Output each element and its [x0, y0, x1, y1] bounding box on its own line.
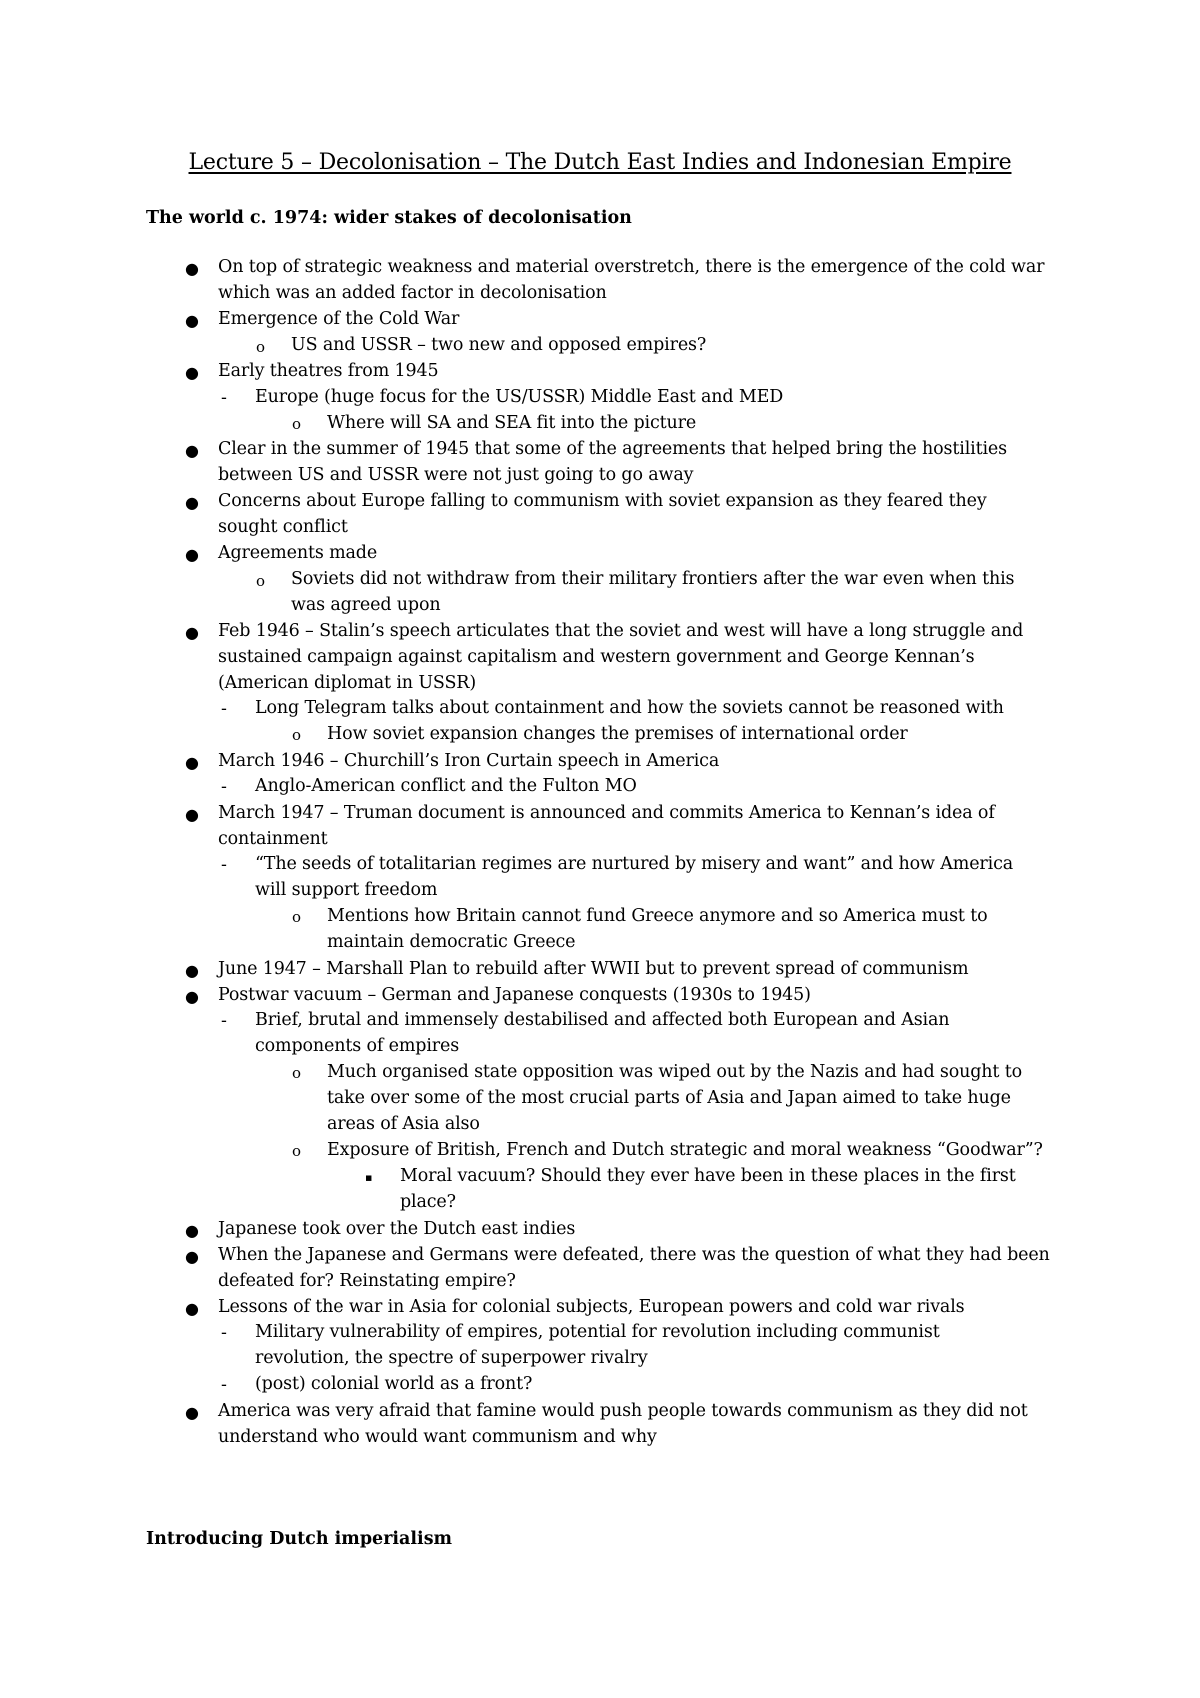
- circle-marker: o: [292, 726, 302, 744]
- list-item-text: maintain democratic Greece: [327, 932, 576, 952]
- circle-marker: o: [256, 338, 266, 356]
- document-title: Lecture 5 – Decolonisation – The Dutch East Indies and Indonesian Empire: [188, 150, 1012, 175]
- list-item-text: Lessons of the war in Asia for colonial subjects, European powers and cold war rivals: [218, 1297, 965, 1317]
- list-item-text: areas of Asia also: [327, 1114, 480, 1134]
- bullet-marker: ●: [185, 363, 199, 382]
- bullet-marker: ●: [185, 545, 199, 564]
- list-item-text: Moral vacuum? Should they ever have been in these places in the first: [400, 1166, 1016, 1186]
- list-item-text: Exposure of British, French and Dutch strategic and moral weakness “Goodwar”?: [327, 1140, 1043, 1160]
- list-item-text: sustained campaign against capitalism and western government and George Kennan’s: [218, 647, 975, 667]
- list-item-text: On top of strategic weakness and material overstretch, there is the emergence of the cold war: [218, 257, 1045, 277]
- list-item-text: When the Japanese and Germans were defeated, there was the question of what they had been: [218, 1245, 1050, 1265]
- bullet-marker: ●: [185, 259, 199, 278]
- circle-marker: o: [292, 908, 302, 926]
- square-marker: ▪: [365, 1171, 373, 1184]
- bullet-marker: ●: [185, 1221, 199, 1240]
- list-item-text: was agreed upon: [291, 595, 441, 615]
- bullet-marker: ●: [185, 1247, 199, 1266]
- list-item-text: Emergence of the Cold War: [218, 309, 460, 329]
- list-item-text: defeated for? Reinstating empire?: [218, 1271, 516, 1291]
- dash-marker: -: [221, 1011, 227, 1031]
- dash-marker: -: [221, 777, 227, 797]
- list-item-text: June 1947 – Marshall Plan to rebuild after WWII but to prevent spread of communism: [218, 959, 969, 979]
- section-heading: Introducing Dutch imperialism: [146, 1529, 453, 1549]
- list-item-text: Soviets did not withdraw from their military frontiers after the war even when this: [291, 569, 1015, 589]
- bullet-marker: ●: [185, 1299, 199, 1318]
- bullet-marker: ●: [185, 493, 199, 512]
- list-item-text: containment: [218, 829, 328, 849]
- list-item-text: Concerns about Europe falling to communism with soviet expansion as they feared they: [218, 491, 987, 511]
- section-heading: The world c. 1974: wider stakes of decolonisation: [146, 208, 632, 228]
- list-item-text: March 1947 – Truman document is announced and commits America to Kennan’s idea of: [218, 803, 995, 823]
- list-item-text: Much organised state opposition was wiped out by the Nazis and had sought to: [327, 1062, 1022, 1082]
- bullet-marker: ●: [185, 623, 199, 642]
- bullet-marker: ●: [185, 441, 199, 460]
- list-item-text: Anglo-American conflict and the Fulton MO: [255, 776, 637, 796]
- list-item-text: March 1946 – Churchill’s Iron Curtain speech in America: [218, 751, 720, 771]
- bullet-marker: ●: [185, 987, 199, 1006]
- list-item-text: components of empires: [255, 1036, 460, 1056]
- bullet-marker: ●: [185, 311, 199, 330]
- bullet-marker: ●: [185, 753, 199, 772]
- list-item-text: understand who would want communism and why: [218, 1427, 657, 1447]
- list-item-text: revolution, the spectre of superpower rivalry: [255, 1348, 648, 1368]
- list-item-text: Early theatres from 1945: [218, 361, 439, 381]
- list-item-text: Postwar vacuum – German and Japanese conquests (1930s to 1945): [218, 985, 811, 1005]
- list-item-text: (post) colonial world as a front?: [255, 1374, 533, 1394]
- circle-marker: o: [292, 415, 302, 433]
- bullet-marker: ●: [185, 1403, 199, 1422]
- list-item-text: will support freedom: [255, 880, 438, 900]
- list-item-text: US and USSR – two new and opposed empires?: [291, 335, 707, 355]
- list-item-text: place?: [400, 1192, 456, 1212]
- bullet-marker: ●: [185, 805, 199, 824]
- list-item-text: which was an added factor in decolonisation: [218, 283, 607, 303]
- list-item-text: Military vulnerability of empires, potential for revolution including communist: [255, 1322, 940, 1342]
- list-item-text: America was very afraid that famine would push people towards communism as they did not: [218, 1401, 1028, 1421]
- dash-marker: -: [221, 1323, 227, 1343]
- list-item-text: Brief, brutal and immensely destabilised and affected both European and Asian: [255, 1010, 950, 1030]
- list-item-text: Agreements made: [218, 543, 378, 563]
- list-item-text: “The seeds of totalitarian regimes are nurtured by misery and want” and how America: [255, 854, 1014, 874]
- dash-marker: -: [221, 388, 227, 408]
- list-item-text: sought conflict: [218, 517, 348, 537]
- dash-marker: -: [221, 1375, 227, 1395]
- list-item-text: Long Telegram talks about containment and how the soviets cannot be reasoned with: [255, 698, 1004, 718]
- list-item-text: Feb 1946 – Stalin’s speech articulates that the soviet and west will have a long struggle and: [218, 621, 1024, 641]
- circle-marker: o: [256, 572, 266, 590]
- list-item-text: Europe (huge focus for the US/USSR) Middle East and MED: [255, 387, 784, 407]
- list-item-text: Mentions how Britain cannot fund Greece anymore and so America must to: [327, 906, 988, 926]
- dash-marker: -: [221, 855, 227, 875]
- bullet-marker: ●: [185, 961, 199, 980]
- list-item-text: take over some of the most crucial parts of Asia and Japan aimed to take huge: [327, 1088, 1011, 1108]
- list-item-text: between US and USSR were not just going to go away: [218, 465, 694, 485]
- dash-marker: -: [221, 699, 227, 719]
- list-item-text: Japanese took over the Dutch east indies: [218, 1219, 576, 1239]
- circle-marker: o: [292, 1064, 302, 1082]
- list-item-text: How soviet expansion changes the premises of international order: [327, 724, 908, 744]
- list-item-text: (American diplomat in USSR): [218, 673, 477, 693]
- list-item-text: Where will SA and SEA fit into the picture: [327, 413, 697, 433]
- circle-marker: o: [292, 1142, 302, 1160]
- list-item-text: Clear in the summer of 1945 that some of the agreements that helped bring the hostilities: [218, 439, 1007, 459]
